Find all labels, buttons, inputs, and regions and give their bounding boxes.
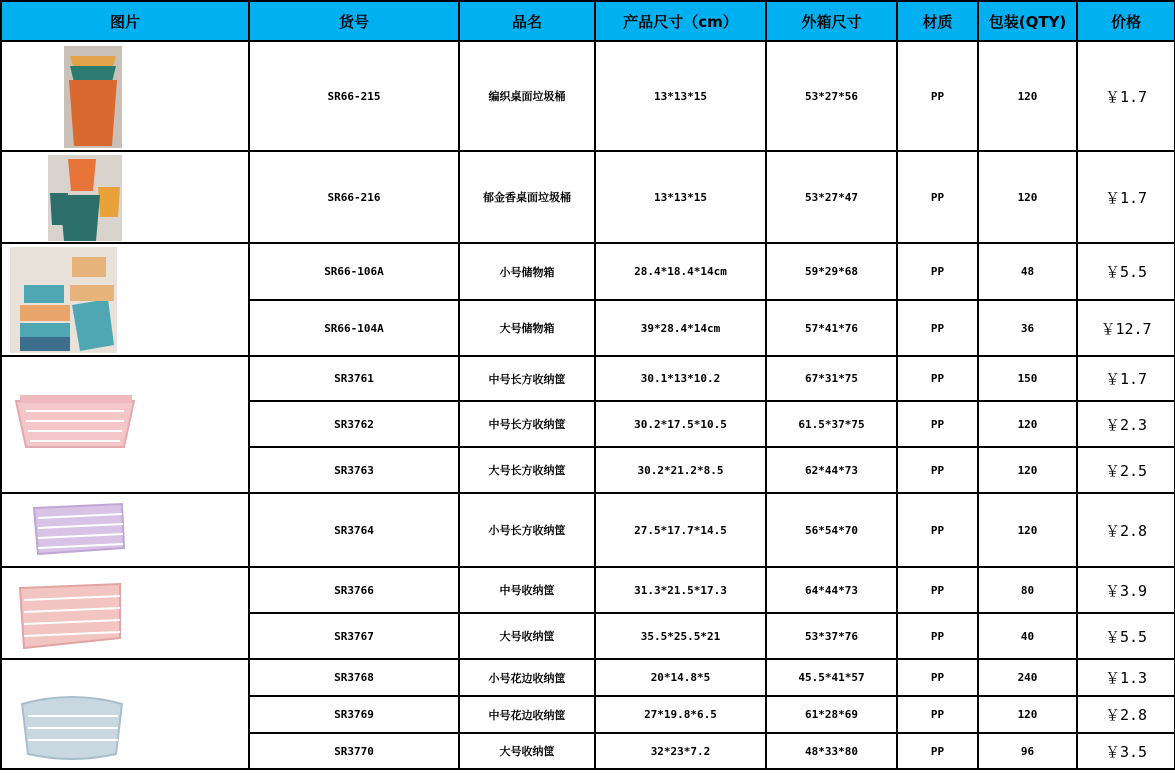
carton-cell: 53*27*47 <box>766 151 897 243</box>
carton-cell: 59*29*68 <box>766 243 897 300</box>
product-name-cell: 中号收纳筐 <box>459 567 595 613</box>
header-row <box>1 1 1175 41</box>
product-name-cell: 大号储物箱 <box>459 300 595 356</box>
price-cell: ￥5.5 <box>1077 613 1175 659</box>
header-image: 图片 <box>1 1 249 41</box>
price-cell: ￥12.7 <box>1077 300 1175 356</box>
product-name-cell: 大号收纳筐 <box>459 733 595 769</box>
product-name-cell: 小号储物箱 <box>459 243 595 300</box>
header-price: 价格 <box>1077 1 1175 41</box>
pink-basket-photo <box>16 576 124 654</box>
product-name-cell: 中号长方收纳筐 <box>459 401 595 447</box>
header-material: 材质 <box>897 1 978 41</box>
table-row <box>1 151 1175 243</box>
sku-cell: SR3767 <box>249 613 459 659</box>
product-image-cell <box>1 493 249 567</box>
woven-bins-photo <box>64 46 122 148</box>
sku-cell: SR66-215 <box>249 41 459 151</box>
material-cell: PP <box>897 243 978 300</box>
tulip-bins-photo <box>48 155 122 241</box>
size-cell: 35.5*25.5*21 <box>595 613 766 659</box>
carton-cell: 67*31*75 <box>766 356 897 401</box>
material-cell: PP <box>897 41 978 151</box>
size-cell: 27*19.8*6.5 <box>595 696 766 733</box>
pack-cell: 120 <box>978 493 1077 567</box>
material-cell: PP <box>897 567 978 613</box>
table-row <box>1 356 1175 401</box>
product-name-cell: 郁金香桌面垃圾桶 <box>459 151 595 243</box>
table-row <box>1 41 1175 151</box>
header-size: 产品尺寸（cm） <box>595 1 766 41</box>
price-cell: ￥2.8 <box>1077 696 1175 733</box>
carton-cell: 53*37*76 <box>766 613 897 659</box>
size-cell: 27.5*17.7*14.5 <box>595 493 766 567</box>
header-carton: 外箱尺寸 <box>766 1 897 41</box>
carton-cell: 45.5*41*57 <box>766 659 897 696</box>
carton-cell: 53*27*56 <box>766 41 897 151</box>
price-cell: ￥1.7 <box>1077 356 1175 401</box>
pack-cell: 96 <box>978 733 1077 769</box>
material-cell: PP <box>897 151 978 243</box>
price-cell: ￥3.9 <box>1077 567 1175 613</box>
product-image-cell <box>1 243 249 356</box>
pack-cell: 120 <box>978 151 1077 243</box>
product-name-cell: 小号花边收纳筐 <box>459 659 595 696</box>
carton-cell: 64*44*73 <box>766 567 897 613</box>
product-image-cell <box>1 659 249 769</box>
sku-cell: SR3769 <box>249 696 459 733</box>
header-name: 品名 <box>459 1 595 41</box>
pack-cell: 240 <box>978 659 1077 696</box>
size-cell: 13*13*15 <box>595 151 766 243</box>
sku-cell: SR3761 <box>249 356 459 401</box>
product-name-cell: 小号长方收纳筐 <box>459 493 595 567</box>
header-sku: 货号 <box>249 1 459 41</box>
product-image-cell <box>1 151 249 243</box>
size-cell: 28.4*18.4*14cm <box>595 243 766 300</box>
price-cell: ￥1.7 <box>1077 151 1175 243</box>
sku-cell: SR3764 <box>249 493 459 567</box>
material-cell: PP <box>897 300 978 356</box>
material-cell: PP <box>897 493 978 567</box>
product-image-cell <box>1 567 249 659</box>
material-cell: PP <box>897 659 978 696</box>
purple-basket-photo <box>28 498 128 558</box>
product-name-cell: 编织桌面垃圾桶 <box>459 41 595 151</box>
sku-cell: SR3763 <box>249 447 459 493</box>
size-cell: 30.2*17.5*10.5 <box>595 401 766 447</box>
size-cell: 30.2*21.2*8.5 <box>595 447 766 493</box>
sku-cell: SR3766 <box>249 567 459 613</box>
material-cell: PP <box>897 447 978 493</box>
storage-boxes-photo <box>10 247 117 353</box>
carton-cell: 62*44*73 <box>766 447 897 493</box>
carton-cell: 48*33*80 <box>766 733 897 769</box>
pink-long-basket-photo <box>12 381 138 449</box>
carton-cell: 61.5*37*75 <box>766 401 897 447</box>
material-cell: PP <box>897 401 978 447</box>
sku-cell: SR3768 <box>249 659 459 696</box>
sku-cell: SR3762 <box>249 401 459 447</box>
size-cell: 31.3*21.5*17.3 <box>595 567 766 613</box>
price-cell: ￥2.5 <box>1077 447 1175 493</box>
material-cell: PP <box>897 613 978 659</box>
table-row <box>1 659 1175 696</box>
carton-cell: 56*54*70 <box>766 493 897 567</box>
sku-cell: SR66-106A <box>249 243 459 300</box>
pack-cell: 150 <box>978 356 1077 401</box>
material-cell: PP <box>897 356 978 401</box>
sku-cell: SR66-104A <box>249 300 459 356</box>
table-row <box>1 567 1175 613</box>
carton-cell: 57*41*76 <box>766 300 897 356</box>
carton-cell: 61*28*69 <box>766 696 897 733</box>
price-cell: ￥1.7 <box>1077 41 1175 151</box>
sku-cell: SR66-216 <box>249 151 459 243</box>
table-row <box>1 243 1175 300</box>
blue-lace-basket-photo <box>18 686 126 762</box>
product-image-cell <box>1 356 249 493</box>
product-name-cell: 中号花边收纳筐 <box>459 696 595 733</box>
material-cell: PP <box>897 733 978 769</box>
pack-cell: 36 <box>978 300 1077 356</box>
product-name-cell: 大号长方收纳筐 <box>459 447 595 493</box>
pack-cell: 120 <box>978 401 1077 447</box>
pack-cell: 120 <box>978 41 1077 151</box>
product-name-cell: 中号长方收纳筐 <box>459 356 595 401</box>
size-cell: 30.1*13*10.2 <box>595 356 766 401</box>
product-image-cell <box>1 41 249 151</box>
size-cell: 32*23*7.2 <box>595 733 766 769</box>
price-cell: ￥2.3 <box>1077 401 1175 447</box>
price-cell: ￥2.8 <box>1077 493 1175 567</box>
pack-cell: 80 <box>978 567 1077 613</box>
size-cell: 20*14.8*5 <box>595 659 766 696</box>
table-row <box>1 493 1175 567</box>
pack-cell: 120 <box>978 696 1077 733</box>
size-cell: 39*28.4*14cm <box>595 300 766 356</box>
header-pack: 包装(QTY) <box>978 1 1077 41</box>
price-cell: ￥3.5 <box>1077 733 1175 769</box>
price-cell: ￥1.3 <box>1077 659 1175 696</box>
sku-cell: SR3770 <box>249 733 459 769</box>
size-cell: 13*13*15 <box>595 41 766 151</box>
product-name-cell: 大号收纳筐 <box>459 613 595 659</box>
pack-cell: 120 <box>978 447 1077 493</box>
pack-cell: 40 <box>978 613 1077 659</box>
material-cell: PP <box>897 696 978 733</box>
price-cell: ￥5.5 <box>1077 243 1175 300</box>
pack-cell: 48 <box>978 243 1077 300</box>
